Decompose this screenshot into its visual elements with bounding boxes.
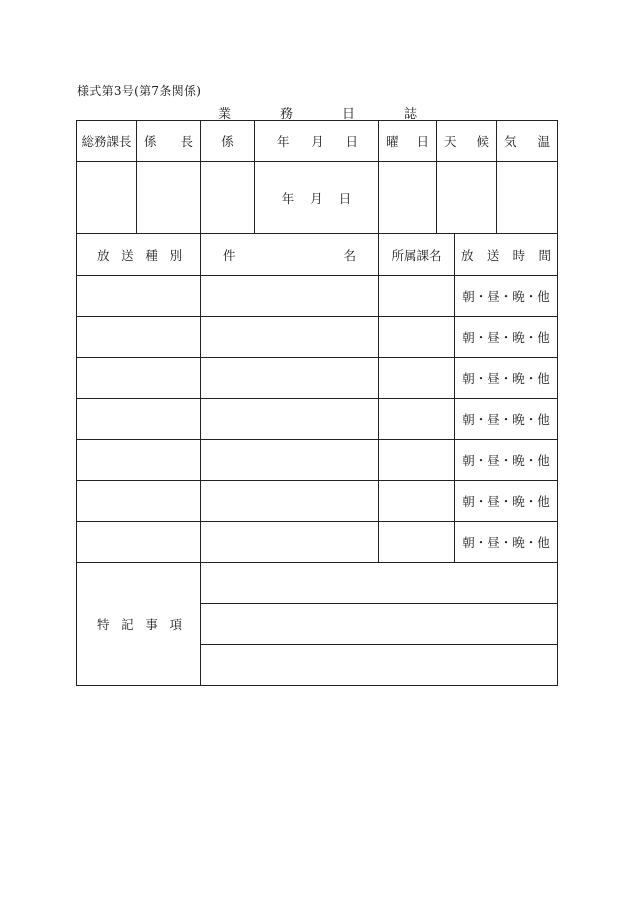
kion-field[interactable] xyxy=(497,162,558,234)
dept-name-field[interactable] xyxy=(379,276,455,317)
item-name-field[interactable] xyxy=(201,276,379,317)
kakaricho-stamp[interactable] xyxy=(137,162,201,234)
table-row xyxy=(77,440,558,481)
time-options[interactable]: 朝・昼・晩・他 xyxy=(455,481,558,522)
item-name-field[interactable] xyxy=(201,358,379,399)
title-char: 誌 xyxy=(404,107,418,122)
dept-name-field[interactable] xyxy=(379,522,455,563)
broadcast-type-field[interactable] xyxy=(77,522,201,563)
date-field[interactable]: 年 月 日 xyxy=(255,162,379,234)
broadcast-type-field[interactable] xyxy=(77,317,201,358)
time-options[interactable]: 朝・昼・晩・他 xyxy=(455,440,558,481)
item-name-field[interactable] xyxy=(201,481,379,522)
broadcast-type-field[interactable] xyxy=(77,358,201,399)
special-notes-label: 特 記 事 項 xyxy=(77,563,201,686)
table-row xyxy=(77,358,558,399)
dept-name-field[interactable] xyxy=(379,481,455,522)
broadcast-time-header: 放 送 時 間 xyxy=(455,234,558,276)
special-notes-line[interactable] xyxy=(201,563,558,604)
somu-kacho-stamp[interactable] xyxy=(77,162,137,234)
date-header: 年 月 日 xyxy=(255,121,379,162)
form-number: 様式第3号(第7条関係) xyxy=(77,84,202,98)
time-options[interactable]: 朝・昼・晩・他 xyxy=(455,276,558,317)
item-name-field[interactable] xyxy=(201,522,379,563)
table-row xyxy=(77,399,558,440)
table-row xyxy=(77,522,558,563)
broadcast-type-field[interactable] xyxy=(77,481,201,522)
somu-kacho-label: 総務課長 xyxy=(77,121,137,162)
time-options[interactable]: 朝・昼・晩・他 xyxy=(455,317,558,358)
title-char: 務 xyxy=(280,107,294,122)
table-row xyxy=(77,481,558,522)
broadcast-type-field[interactable] xyxy=(77,440,201,481)
broadcast-type-field[interactable] xyxy=(77,399,201,440)
table-row xyxy=(77,276,558,317)
broadcast-table xyxy=(76,233,558,563)
item-name-field[interactable] xyxy=(201,440,379,481)
time-options[interactable]: 朝・昼・晩・他 xyxy=(455,399,558,440)
dept-name-field[interactable] xyxy=(379,358,455,399)
item-name-header: 件 名 xyxy=(201,234,379,276)
kakari-stamp[interactable] xyxy=(201,162,255,234)
item-name-field[interactable] xyxy=(201,399,379,440)
header-table xyxy=(76,120,558,234)
kion-label: 気 温 xyxy=(497,121,558,162)
yobi-label: 曜 日 xyxy=(379,121,437,162)
broadcast-type-field[interactable] xyxy=(77,276,201,317)
kakaricho-label: 係 長 xyxy=(137,121,201,162)
item-name-field[interactable] xyxy=(201,317,379,358)
special-notes-line[interactable] xyxy=(201,604,558,645)
dept-name-header: 所属課名 xyxy=(379,234,455,276)
dept-name-field[interactable] xyxy=(379,399,455,440)
time-options[interactable]: 朝・昼・晩・他 xyxy=(455,522,558,563)
time-options[interactable]: 朝・昼・晩・他 xyxy=(455,358,558,399)
title-char: 業 xyxy=(218,107,232,122)
dept-name-field[interactable] xyxy=(379,440,455,481)
title-char: 日 xyxy=(342,107,356,122)
special-notes-table xyxy=(76,562,558,686)
dept-name-field[interactable] xyxy=(379,317,455,358)
table-row xyxy=(77,317,558,358)
broadcast-type-header: 放 送 種 別 xyxy=(77,234,201,276)
yobi-field[interactable] xyxy=(379,162,437,234)
special-notes-line[interactable] xyxy=(201,645,558,686)
tenko-field[interactable] xyxy=(437,162,497,234)
kakari-label: 係 xyxy=(201,121,255,162)
tenko-label: 天 候 xyxy=(437,121,497,162)
